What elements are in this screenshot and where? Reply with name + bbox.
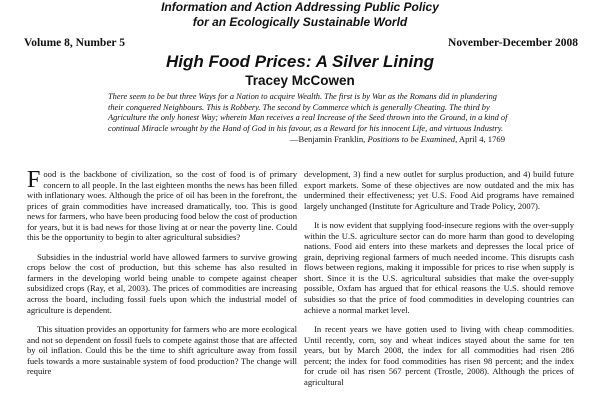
masthead-line-1: Information and Action Addressing Public Policy [161, 0, 439, 14]
paragraph: It is now evident that supplying food-insecure regions with the over-supply within the U.S. agriculture sector can do more harm than good to developing nations. Food aid enters into these markets and depresses the local price of grain, depriving regional farmers of much needed income. This disrupts cash flows between regions, making it impossible for prices to rise when supply is short. Since it is the U.S. agricultural subsidies that make the over-supply possible, Oxfam has argued that for ethical reasons the U.S. should remove subsidies so that the price of food commodities in developing countries can achieve a normal market level. [304, 220, 574, 315]
paragraph [27, 169, 297, 243]
left-column [27, 169, 297, 400]
issue-date: November-December 2008 [448, 37, 578, 49]
paragraph: In recent years we have gotten used to living with cheap commodities. Until recently, corn, soy and wheat indices stayed about the same for ten years, but by March 2008, the index for all commodities had risen 286 percent; the index for food commodities has risen 98 percent; and the index for crude oil has risen 567 percent (Trostle, 2008). Although the prices of agricultural [304, 324, 574, 387]
epigraph-attribution [0, 134, 505, 145]
paragraph: development, 3) find a new outlet for surplus production, and 4) build future export markets. Some of these objectives are now outdated and the mix has undermined their effectiveness; yet U.S. Food Aid programs have remained largely unchanged (Institute for Agriculture and Trade Policy, 2007). [304, 169, 574, 211]
paragraph: This situation provides an opportunity for farmers who are more ecological and not so dependent on fossil fuels to compete against those that are affected by oil inflation. Could this be the time to shift agriculture away from fossil fuels towards a more sustainable system of food production? The change will require [27, 324, 297, 377]
article-title: High Food Prices: A Silver Lining [166, 52, 434, 71]
paragraph: Subsidies in the industrial world have allowed farmers to survive growing crops below the cost of production, but this scheme has also resulted in farmers in the developing world being unable to compete against cheaper subsidized crops (Ray, et al, 2003). The prices of commodities are increasing across the board, including fossil fuels upon which the industrial model of agriculture is dependent. [27, 251, 297, 315]
epigraph-text: There seem to be but three Ways for a Nation to acquire Wealth. The first is by War as the Romans did in plundering their conquered Neighbours. This is Robbery. The second by Commerce which is generally Cheating. The third by Agriculture the only honest Way; wherein Man receives a real Increase of the Seed thrown into the Ground, in a kind of continual Miracle wrought by the Hand of God in his favour, as a Reward for his innocent Life, and virtuous Industry. [108, 92, 508, 133]
attribution-prefix: —Benjamin Franklin, [289, 134, 368, 145]
attribution-work: Positions to be Examined [367, 134, 456, 145]
article-author: Tracey McCowen [245, 73, 355, 88]
right-column [304, 169, 574, 400]
attribution-date: , April 4, 1769 [455, 134, 505, 145]
issue-bar [24, 37, 578, 50]
masthead-line-2: for an Ecologically Sustainable World [192, 15, 408, 29]
issue-volume: Volume 8, Number 5 [24, 37, 125, 49]
drop-cap: F [27, 169, 41, 193]
newsletter-masthead [0, 0, 600, 50]
epigraph [0, 92, 600, 145]
paragraph-text: ood is the backbone of civilization, so the cost of food is of primary concern to all people. In the last eighteen months the news has been filled with inflationary woes. Although the price of oil has been in the forefront, the prices of grain commodities have increased dramatically, too. This is good news for farmers, who have been producing food below the cost of production for years, but it is bad news for those living at or near the poverty line. Could this be the opportunity to begin to alter agricultural subsidies? [27, 169, 297, 243]
article-body [27, 169, 574, 400]
